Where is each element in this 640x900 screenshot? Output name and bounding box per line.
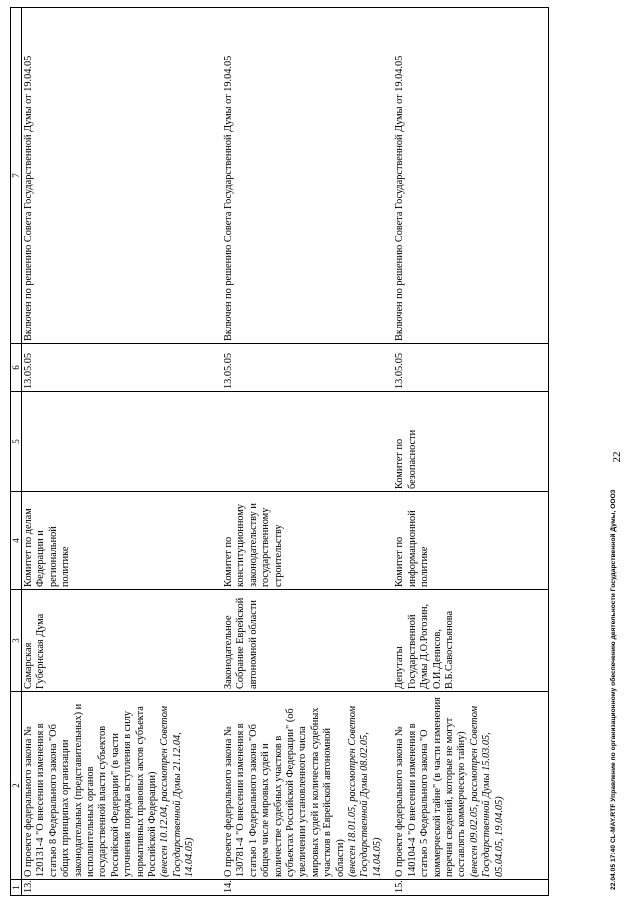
print-footer: 22.04.05 17:40 CL-MAY.RTF Управление по организационному обеспечению деятельности Государственной Думы, ООО3 <box>610 489 617 890</box>
review-date: 13.05.05 <box>22 344 214 392</box>
bill-title: О проекте федерального закона № 130781-4 "О внесении изменения в статью 1 Федерального закона "Об общем числе мировых судей и количестве судебных участков в субъектах Российской Федерации" (об увеличении установленного числа мировых судей и количества судебных участков в Еврейской автономной области) <box>223 707 346 877</box>
row-number: 14. <box>213 880 384 896</box>
header-row <box>11 8 22 896</box>
column-header: 3 <box>11 590 22 692</box>
table-row <box>213 8 384 896</box>
column-header: 2 <box>11 692 22 880</box>
bill-description <box>384 692 549 880</box>
bill-title: О проекте федерального закона № 120131-4 "О внесении изменения в статью 8 Федерального закона "Об общих принципах организации законодательных (представительных) и исполнительных органов государственной власти субъектов Российской Федерации" (в части уточнения порядка вступления в силу нормативных правовых актов субъекта Российской Федерации) <box>23 703 159 877</box>
review-date: 13.05.05 <box>384 344 549 392</box>
inclusion-status: Включен по решению Совета Государственной Думы от 19.04.05 <box>22 8 214 344</box>
row-number: 15. <box>384 880 549 896</box>
bill-note: (внесен 10.12.04, рассмотрен Советом Государственной Думы 21.12.04, 14.04.05) <box>159 705 196 877</box>
column-header: 1 <box>11 880 22 896</box>
bill-description <box>22 692 214 880</box>
bill-description <box>213 692 384 880</box>
bill-title: О проекте федерального закона № 140104-4 "О внесении изменения в статью 5 Федерального закона "О коммерческой тайне" (в части изменения перечня сведений, которые не могут составлять коммерческую тайну) <box>394 697 468 877</box>
column-header: 4 <box>11 492 22 590</box>
review-date: 13.05.05 <box>213 344 384 392</box>
co-committee <box>22 392 214 492</box>
bill-note: (внесен 18.01.05, рассмотрен Советом Государственной Думы 08.02.05, 14.04.05) <box>347 705 383 877</box>
bill-note: (внесен 09.02.05, рассмотрен Советом Государственной Думы 15.03.05, 05.04.05, 19.04.05) <box>468 705 505 877</box>
co-committee: Комитет по безопасности <box>384 392 549 492</box>
table-row <box>22 8 214 896</box>
responsible-committee: Комитет по конституционному законодательству и государственному строительству <box>213 492 384 590</box>
table-row <box>384 8 549 896</box>
agenda-table <box>10 7 549 896</box>
column-header: 5 <box>11 392 22 492</box>
page-number: 22 <box>611 451 623 463</box>
column-header: 6 <box>11 344 22 392</box>
bill-author: Самарская Губернская Дума <box>22 590 214 692</box>
column-header: 7 <box>11 8 22 344</box>
inclusion-status: Включен по решению Совета Государственной Думы от 19.04.05 <box>384 8 549 344</box>
inclusion-status: Включен по решению Совета Государственной Думы от 19.04.05 <box>213 8 384 344</box>
bill-author: Законодательное Собрание Еврейской автономной области <box>213 590 384 692</box>
bill-author: Депутаты Государственной Думы Д.О.Рогозин, О.И.Денисов, В.Б.Савостьянова <box>384 590 549 692</box>
co-committee <box>213 392 384 492</box>
responsible-committee: Комитет по делам Федерации и региональной политике <box>22 492 214 590</box>
responsible-committee: Комитет по информационной политике <box>384 492 549 590</box>
row-number: 13. <box>22 880 214 896</box>
